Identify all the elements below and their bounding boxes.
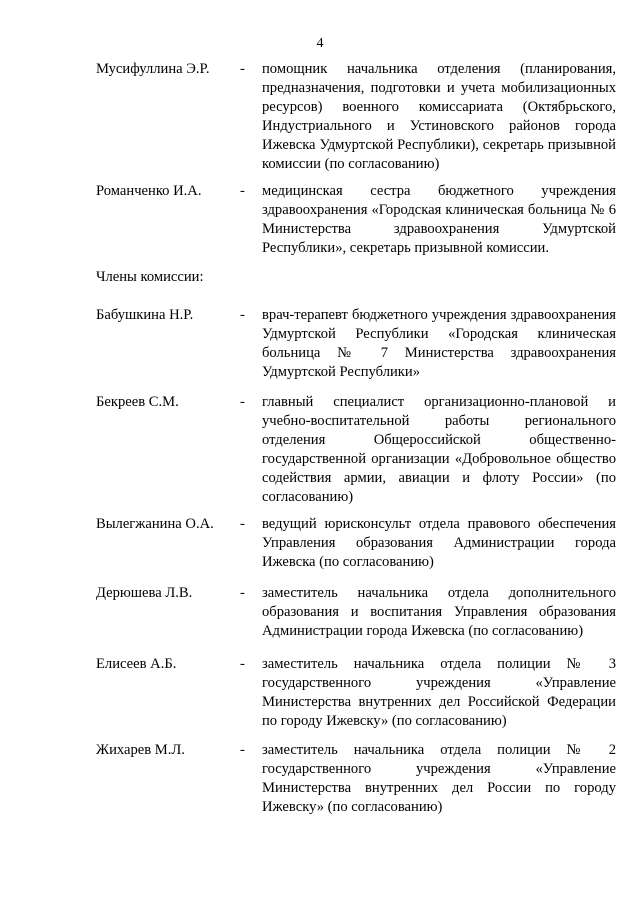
member-position: заместитель начальника отдела полиции № 3 государственного учреждения «Управление Министерства внутренних дел Российской Федерации по городу Ижевску» (по согласованию) [262,656,616,729]
entry-dash: - [240,585,245,601]
member-name: Бабушкина Н.Р. [96,307,194,323]
member-position: заместитель начальника отдела полиции № 2 государственного учреждения «Управление Министерства внутренних дел России по городу Ижевску» (по согласованию) [262,742,616,815]
entry-dash: - [240,61,245,77]
member-position: медицинская сестра бюджетного учреждения здравоохранения «Городская клиническая больница № 6 Министерства здравоохранения Удмуртской Республики», секретарь призывной комиссии. [262,183,616,256]
entry-dash: - [240,394,245,410]
member-position: заместитель начальника отдела дополнительного образования и воспитания Управления образования Администрации города Ижевска (по согласованию) [262,585,616,639]
member-position: врач-терапевт бюджетного учреждения здравоохранения Удмуртской Республики «Городская клиническая больница № 7 Министерства здравоохранения Удмуртской Республики» [262,307,616,380]
entry-dash: - [240,742,245,758]
section-label-members: Члены комиссии: [96,269,204,285]
member-name: Мусифуллина Э.Р. [96,61,210,77]
member-name: Дерюшева Л.В. [96,585,193,601]
member-position: помощник начальника отделения (планирования, предназначения, подготовки и учета мобилизационных ресурсов) военного комиссариата (Октябрьского, Индустриального и Устиновского районов города Ижевска Удмуртской Республики), секретарь призывной комиссии (по согласованию) [262,61,616,172]
member-position: ведущий юрисконсульт отдела правового обеспечения Управления образования Администрации города Ижевска (по согласованию) [262,516,616,570]
member-name: Романченко И.А. [96,183,202,199]
member-name: Вылегжанина О.А. [96,516,214,532]
page-number: 4 [316,36,324,51]
entry-dash: - [240,656,245,672]
member-name: Елисеев А.Б. [96,656,177,672]
member-name: Жихарев М.Л. [96,742,185,758]
member-name: Бекреев С.М. [96,394,179,410]
entry-dash: - [240,307,245,323]
entry-dash: - [240,516,245,532]
entry-dash: - [240,183,245,199]
member-position: главный специалист организационно-плановой и учебно-воспитательной работы регионального отделения Общероссийской общественно-государственной организации «Добровольное общество содействия армии, авиации и флоту России» (по согласованию) [262,394,616,505]
